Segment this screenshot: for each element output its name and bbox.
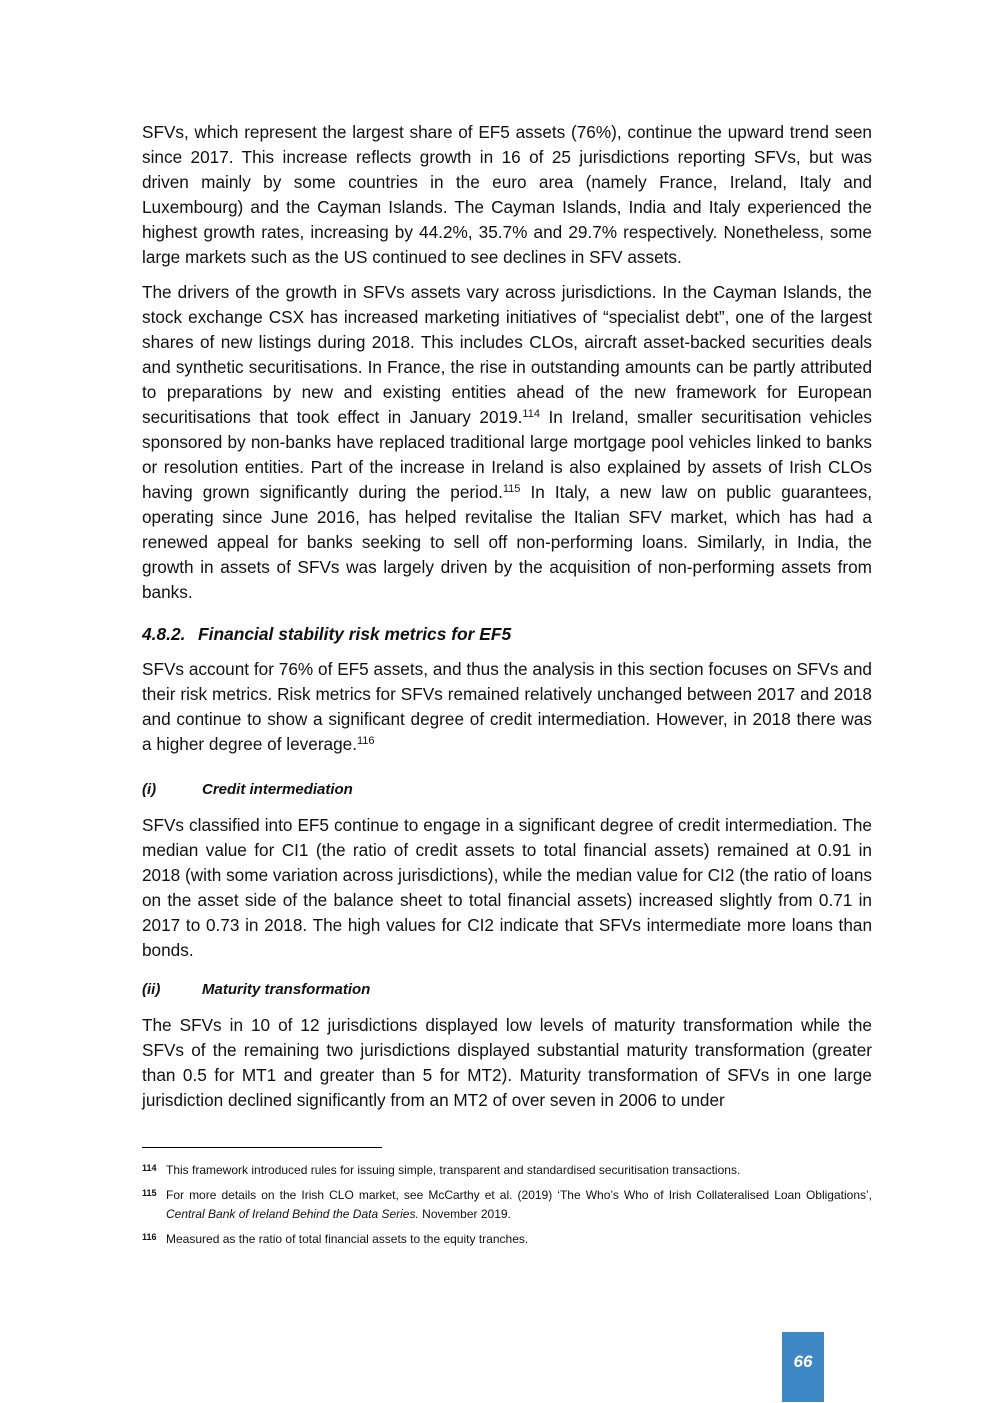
footnote-text: This framework introduced rules for issuing simple, transparent and standardised securitisation transactions. (166, 1163, 741, 1177)
footnote-divider (142, 1147, 382, 1148)
subsection-number: (i) (142, 781, 157, 798)
subsection-heading-maturity (142, 979, 872, 1001)
subsection-title: Credit intermediation (202, 781, 353, 798)
paragraph-maturity-transformation: The SFVs in 10 of 12 jurisdictions displayed low levels of maturity transformation while the SFVs of the remaining two jurisdictions displayed substantial maturity transformation (greater than 0.5 for MT1 and greater than 5 for MT2). Maturity transformation of SFVs in one large jurisdiction declined significantly from an MT2 of over seven in 2006 to under (142, 1015, 872, 1110)
footnote-source-title: Central Bank of Ireland Behind the Data Series. (166, 1207, 419, 1221)
paragraph-text: In Ireland, smaller securitisation vehicles sponsored by non-banks have replaced traditional large mortgage pool vehicles linked to banks or resolution entities. Part of the increase in Ireland is also explained by assets of Irish CLOs having grown significantly during the period. (142, 407, 873, 502)
paragraph-risk-metrics (142, 657, 872, 757)
footnotes (142, 1161, 872, 1255)
footnote-114 (142, 1161, 872, 1180)
footnote-ref-114[interactable]: 114 (522, 408, 540, 420)
footnote-number: 116 (142, 1232, 157, 1242)
paragraph-sfv-share: SFVs, which represent the largest share of EF5 assets (76%), continue the upward trend seen since 2017. This increase reflects growth in 16 of 25 jurisdictions reporting SFVs, but was driven mainly by some countries in the euro area (namely France, Ireland, Italy and Luxembourg) and the Cayman Islands. The Cayman Islands, India and Italy experienced the highest growth rates, increasing by 44.2%, 35.7% and 29.7% respectively. Nonetheless, some large markets such as the US continued to see declines in SFV assets. (142, 122, 872, 267)
paragraph-growth-drivers (142, 280, 872, 605)
footnote-text-part: November 2019. (418, 1207, 511, 1221)
footnote-number: 114 (142, 1163, 157, 1173)
subsection-title: Maturity transformation (202, 981, 371, 998)
subsection-number: (ii) (142, 981, 161, 998)
subsection-heading-credit (142, 779, 872, 801)
footnote-text: Measured as the ratio of total financial assets to the equity tranches. (166, 1232, 529, 1246)
paragraph-text: SFVs account for 76% of EF5 assets, and thus the analysis in this section focuses on SFVs and their risk metrics. Risk metrics for SFVs remained relatively unchanged between 2017 and 2018 and continue to show a significant degree of credit intermediation. However, in 2018 there was a higher degree of leverage. (142, 659, 872, 754)
footnote-115 (142, 1186, 872, 1224)
section-title: Financial stability risk metrics for EF5 (198, 624, 512, 644)
paragraph-text: In Italy, a new law on public guarantees, operating since June 2016, has helped revitalise the Italian SFV market, which has had a renewed appeal for banks seeking to sell off non-performing loans. Similarly, in India, the growth in assets of SFVs was largely driven by the acquisition of non-performing assets from banks. (142, 482, 872, 602)
footnote-text-part: For more details on the Irish CLO market, see McCarthy et al. (2019) ‘The Who’s Who of Irish Collateralised Loan Obligations’, (166, 1188, 872, 1202)
section-heading (142, 622, 872, 647)
footnote-ref-115[interactable]: 115 (502, 483, 521, 495)
footnote-text (166, 1186, 872, 1224)
main-content (142, 120, 872, 1113)
footnote-ref-116[interactable]: 116 (357, 735, 375, 747)
paragraph-text: The drivers of the growth in SFVs assets vary across jurisdictions. In the Cayman Islands, the stock exchange CSX has increased marketing initiatives of “specialist debt”, one of the largest shares of new listings during 2018. This includes CLOs, aircraft asset-backed securities deals and synthetic securitisations. In France, the rise in outstanding amounts can be partly attributed to preparations by new and existing entities ahead of the new framework for European securitisations that took effect in January 2019. (142, 282, 872, 427)
footnote-number: 115 (142, 1188, 157, 1198)
section-number: 4.8.2. (142, 624, 186, 644)
page-number-badge: 66 (782, 1332, 824, 1402)
footnote-116 (142, 1230, 872, 1249)
paragraph-credit-intermediation: SFVs classified into EF5 continue to engage in a significant degree of credit intermediation. The median value for CI1 (the ratio of credit assets to total financial assets) remained at 0.91 in 2018 (with some variation across jurisdictions), while the median value for CI2 (the ratio of loans on the asset side of the balance sheet to total financial assets) increased slightly from 0.71 in 2017 to 0.73 in 2018. The high values for CI2 indicate that SFVs intermediate more loans than bonds. (142, 815, 872, 960)
